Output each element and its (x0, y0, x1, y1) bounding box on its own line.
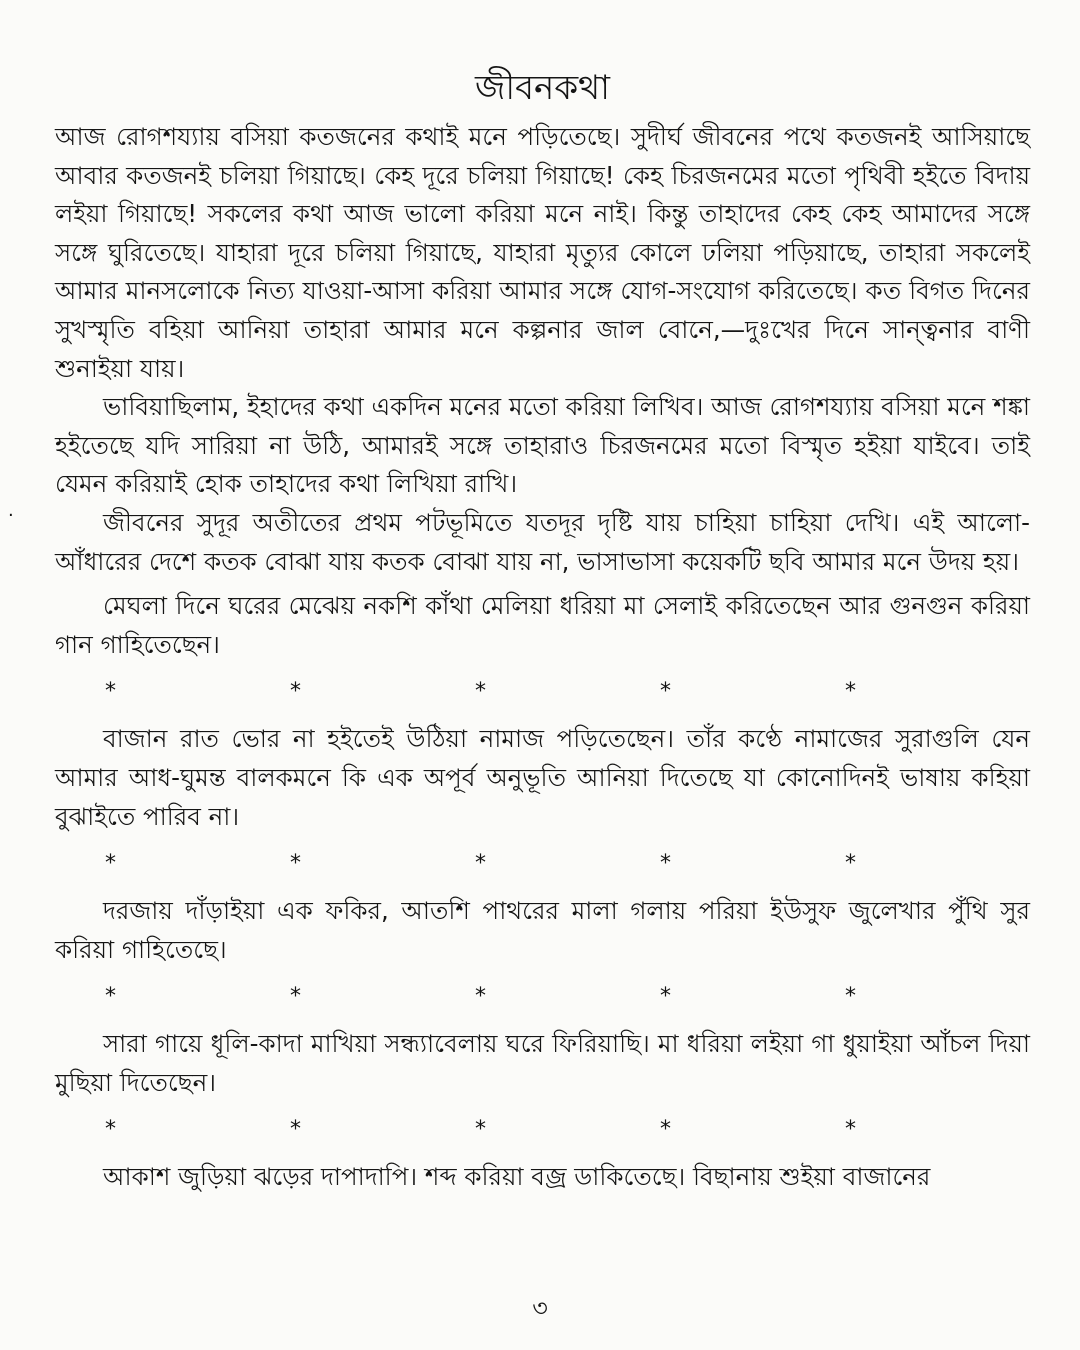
separator-star: * (290, 1117, 301, 1143)
separator-row (55, 1102, 1030, 1158)
paragraph-4: মেঘলা দিনে ঘরের মেঝেয় নকশি কাঁথা মেলিয়া ধরিয়া মা সেলাই করিতেছেন আর গুনগুন করিয়া গান গাহিতেছেন। (55, 591, 1030, 659)
page-body (55, 118, 1030, 1197)
separator-star: * (105, 983, 116, 1009)
separator-star: * (475, 679, 486, 705)
paragraph-8: আকাশ জুড়িয়া ঝড়ের দাপাদাপি। শব্দ করিয়া বজ্র ডাকিতেছে। বিছানায় শুইয়া বাজানের (103, 1162, 931, 1192)
separator-star: * (845, 850, 856, 876)
separator-star: * (105, 679, 116, 705)
paragraph-7: সারা গায়ে ধূলি-কাদা মাখিয়া সন্ধ্যাবেলায় ঘরে ফিরিয়াছি। মা ধরিয়া লইয়া গা ধুয়াইয়া আঁচল দিয়া মুছিয়া দিতেছেন। (55, 1029, 1030, 1097)
separator-row (55, 836, 1030, 892)
separator-star: * (290, 850, 301, 876)
separator-star: * (105, 1117, 116, 1143)
separator-star: * (105, 850, 116, 876)
paragraph-1: আজ রোগশয্যায় বসিয়া কতজনের কথাই মনে পড়িতেছে। সুদীর্ঘ জীবনের পথে কতজনই আসিয়াছে আবার কতজনই চলিয়া গিয়াছে। কেহ দূরে চলিয়া গিয়াছে! কেহ চিরজনমের মতো পৃথিবী হইতে বিদায় লইয়া গিয়াছে! সকলের কথা আজ ভালো করিয়া মনে নাই। কিন্তু তাহাদের কেহ কেহ আমাদের সঙ্গে সঙ্গে ঘুরিতেছে। যাহারা দূরে চলিয়া গিয়াছে, যাহারা মৃত্যুর কোলে ঢলিয়া পড়িয়াছে, তাহারা সকলেই আমার মানসলোকে নিত্য যাওয়া-আসা করিয়া আমার সঙ্গে যোগ-সংযোগ করিতেছে। কত বিগত দিনের সুখস্মৃতি বহিয়া আনিয়া তাহারা আমার মনে কল্পনার জাল বোনে,—দুঃখের দিনে সান্ত্বনার বাণী শুনাইয়া যায়। (55, 122, 1030, 383)
paragraph-6: দরজায় দাঁড়াইয়া এক ফকির, আতশি পাথরের মালা গলায় পরিয়া ইউসুফ জুলেখার পুঁথি সুর করিয়া গাহিতেছে। (55, 896, 1030, 964)
separator-row (55, 969, 1030, 1025)
separator-star: * (475, 850, 486, 876)
paragraph-2: ভাবিয়াছিলাম, ইহাদের কথা একদিন মনের মতো করিয়া লিখিব। আজ রোগশয্যায় বসিয়া মনে শঙ্কা হইতেছে যদি সারিয়া না উঠি, আমারই সঙ্গে তাহারাও চিরজনমের মতো বিস্মৃত হইয়া যাইবে। তাই যেমন করিয়াই হোক তাহাদের কথা লিখিয়া রাখি। (55, 392, 1031, 499)
page-number: ৩ (532, 1294, 548, 1322)
separator-star: * (660, 679, 671, 705)
separator-star: * (290, 679, 301, 705)
separator-star: * (845, 1117, 856, 1143)
separator-star: * (660, 1117, 671, 1143)
chapter-title: জীবনকথা (474, 68, 611, 108)
separator-star: * (475, 983, 486, 1009)
separator-star: * (660, 850, 671, 876)
separator-row (55, 664, 1030, 720)
separator-star: * (660, 983, 671, 1009)
paragraph-5: বাজান রাত ভোর না হইতেই উঠিয়া নামাজ পড়িতেছেন। তাঁর কণ্ঠে নামাজের সুরাগুলি যেন আমার আধ-ঘুমন্ত বালকমনে কি এক অপূর্ব অনুভূতি আনিয়া দিতেছে যা কোনোদিনই ভাষায় কহিয়া বুঝাইতে পারিব না। (55, 724, 1030, 831)
separator-star: * (845, 679, 856, 705)
separator-star: * (290, 983, 301, 1009)
separator-star: * (475, 1117, 486, 1143)
paragraph-3: জীবনের সুদূর অতীতের প্রথম পটভূমিতে যতদূর দৃষ্টি যায় চাহিয়া চাহিয়া দেখি। এই আলো-আঁধারের দেশে কতক বোঝা যায় কতক বোঝা যায় না, ভাসাভাসা কয়েকটি ছবি আমার মনে উদয় হয়। (55, 507, 1030, 576)
margin-mark: · (8, 505, 14, 526)
separator-star: * (845, 983, 856, 1009)
